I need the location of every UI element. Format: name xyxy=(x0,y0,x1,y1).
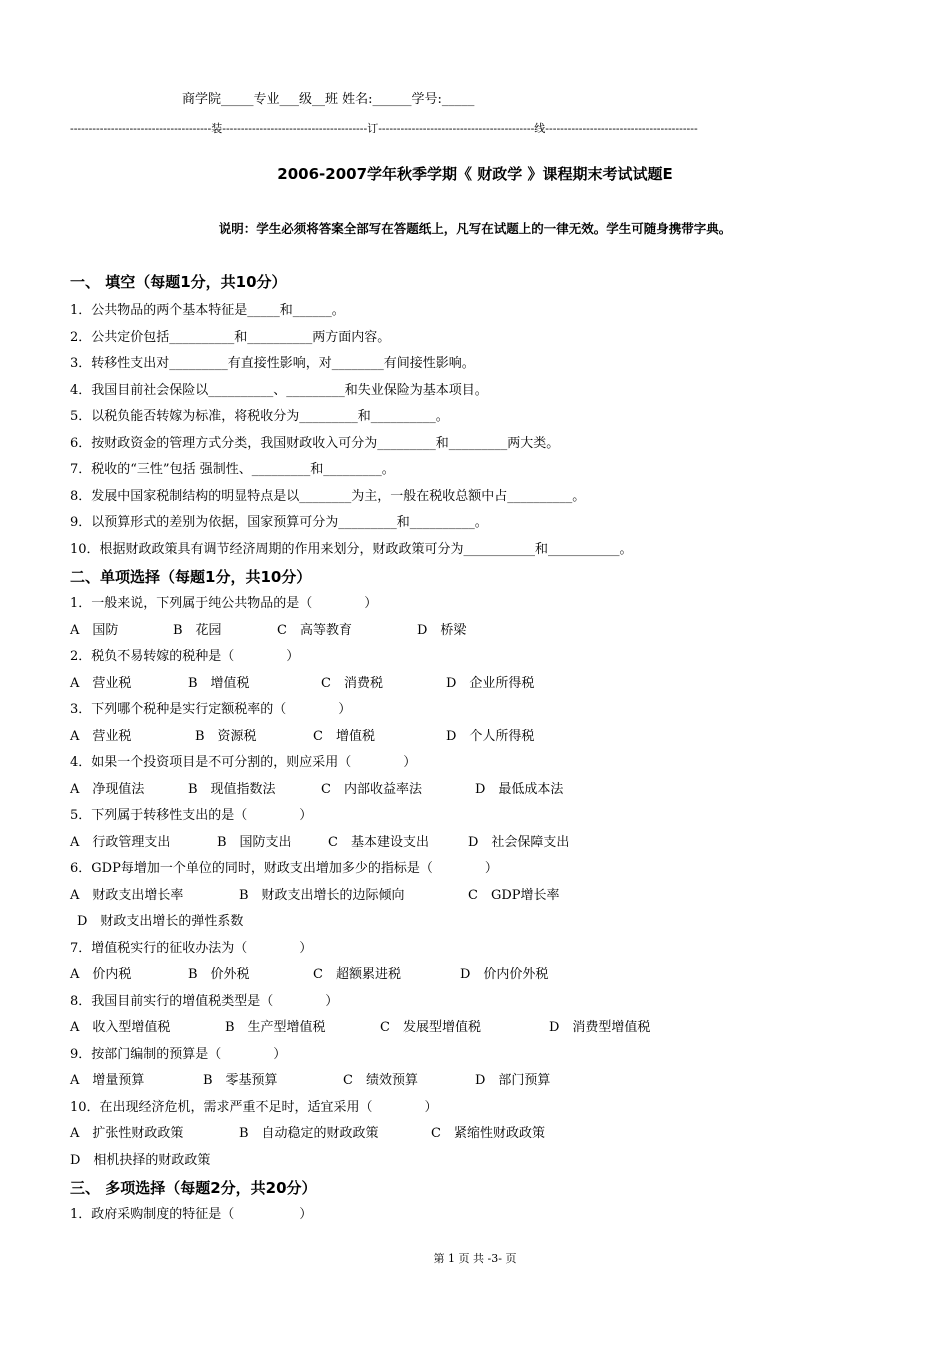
choice-option-a: A 国防 xyxy=(70,623,119,638)
choice-question-stem: 8．我国目前实行的增值税类型是（ ） xyxy=(70,994,339,1009)
fill-question-5: 5．以税负能否转嫁为标准，将税收分为_________和__________。 xyxy=(70,409,449,424)
choice-question-stem: 4．如果一个投资项目是不可分割的，则应采用（ ） xyxy=(70,755,417,770)
choice-option-d: D 消费型增值税 xyxy=(549,1020,651,1035)
choice-option-c: C 高等教育 xyxy=(277,623,352,638)
choice-option-c: C 内部收益率法 xyxy=(321,782,422,797)
fill-question-9: 9．以预算形式的差别为依据，国家预算可分为_________和__________。 xyxy=(70,515,488,530)
student-info-line: 商学院_____专业___级__班 姓名:______学号:_____ xyxy=(182,92,475,107)
choice-option-a: A 行政管理支出 xyxy=(70,835,171,850)
fill-question-2: 2．公共定价包括__________和__________两方面内容。 xyxy=(70,330,391,345)
choice-option-a: A 收入型增值税 xyxy=(70,1020,171,1035)
choice-question-stem: 10．在出现经济危机，需求严重不足时，适宜采用（ ） xyxy=(70,1100,438,1115)
choice-option-d: D 社会保障支出 xyxy=(468,835,570,850)
choice-option-d: D 部门预算 xyxy=(475,1073,551,1088)
choice-option-b: B 资源税 xyxy=(195,729,257,744)
binding-line: --------------------------------------装---------------------------------------订------------------------------------------线----------------------------------------- xyxy=(70,122,698,135)
choice-question-stem: 5．下列属于转移性支出的是（ ） xyxy=(70,808,313,823)
choice-option-d: D 桥梁 xyxy=(417,623,467,638)
choice-option-a: A 价内税 xyxy=(70,967,132,982)
choice-option-d: D 企业所得税 xyxy=(446,676,535,691)
fill-question-4: 4．我国目前社会保险以__________、_________和失业保险为基本项目。 xyxy=(70,383,488,398)
fill-question-3: 3．转移性支出对_________有直接性影响，对________有间接性影响。 xyxy=(70,356,475,371)
choice-question-stem: 2．税负不易转嫁的税种是（ ） xyxy=(70,649,300,664)
choice-question-stem: 3．下列哪个税种是实行定额税率的（ ） xyxy=(70,702,352,717)
choice-option-b: B 零基预算 xyxy=(203,1073,278,1088)
fill-question-6: 6．按财政资金的管理方式分类，我国财政收入可分为_________和_________两大类。 xyxy=(70,436,560,451)
choice-option-a: A 净现值法 xyxy=(70,782,145,797)
choice-option-c: C 发展型增值税 xyxy=(380,1020,481,1035)
choice-option-c: C 绩效预算 xyxy=(343,1073,418,1088)
choice-option-b: B 生产型增值税 xyxy=(225,1020,326,1035)
choice-option-b: B 自动稳定的财政政策 xyxy=(239,1126,379,1141)
choice-option-b: B 国防支出 xyxy=(217,835,292,850)
choice-option-b: B 财政支出增长的边际倾向 xyxy=(239,888,405,903)
fill-question-10: 10．根据财政政策具有调节经济周期的作用来划分，财政政策可分为___________和___________。 xyxy=(70,542,633,557)
fill-question-7: 7．税收的“三性”包括 强制性、_________和_________。 xyxy=(70,462,395,477)
choice-option-c: C GDP增长率 xyxy=(468,888,560,903)
section1-heading: 一、 填空（每题1分，共10分） xyxy=(70,273,287,291)
section2-heading: 二、单项选择（每题1分，共10分） xyxy=(70,568,312,586)
choice-option-d: D 价内价外税 xyxy=(460,967,549,982)
choice-option-c: C 紧缩性财政政策 xyxy=(431,1126,545,1141)
choice-option-c: C 增值税 xyxy=(313,729,375,744)
choice-question-stem: 6．GDP每增加一个单位的同时，财政支出增加多少的指标是（ ） xyxy=(70,861,498,876)
fill-question-8: 8．发展中国家税制结构的明显特点是以________为主，一般在税收总额中占__________。 xyxy=(70,489,586,504)
choice-option-b: B 花园 xyxy=(173,623,222,638)
choice-option-c: C 超额累进税 xyxy=(313,967,401,982)
choice-option-b: B 增值税 xyxy=(188,676,250,691)
choice-option-a: A 营业税 xyxy=(70,676,132,691)
section3-heading: 三、 多项选择（每题2分，共20分） xyxy=(70,1179,317,1197)
exam-title: 2006-2007学年秋季学期《 财政学 》课程期末考试试题E xyxy=(277,165,673,183)
choice-question-stem: 7．增值税实行的征收办法为（ ） xyxy=(70,941,313,956)
choice-question-stem: 9．按部门编制的预算是（ ） xyxy=(70,1047,287,1062)
exam-instructions: 说明：学生必须将答案全部写在答题纸上，凡写在试题上的一律无效。学生可随身携带字典。 xyxy=(218,221,732,236)
choice-question-stem: 1．一般来说，下列属于纯公共物品的是（ ） xyxy=(70,596,378,611)
choice-option-d: D 相机抉择的财政政策 xyxy=(70,1153,211,1168)
choice-option-a: A 财政支出增长率 xyxy=(70,888,184,903)
choice-option-c: C 消费税 xyxy=(321,676,383,691)
fill-question-1: 1．公共物品的两个基本特征是_____和______。 xyxy=(70,303,345,318)
choice-option-d: D 个人所得税 xyxy=(446,729,535,744)
choice-option-b: B 价外税 xyxy=(188,967,250,982)
choice-option-a: A 扩张性财政政策 xyxy=(70,1126,184,1141)
choice-option-c: C 基本建设支出 xyxy=(328,835,429,850)
choice-option-d: D 最低成本法 xyxy=(475,782,564,797)
page-number: 第 1 页 共 -3- 页 xyxy=(433,1252,517,1265)
choice-option-d: D 财政支出增长的弹性系数 xyxy=(77,914,244,929)
multi-question-1: 1．政府采购制度的特征是（ ） xyxy=(70,1207,313,1222)
choice-option-a: A 增量预算 xyxy=(70,1073,145,1088)
choice-option-b: B 现值指数法 xyxy=(188,782,276,797)
choice-option-a: A 营业税 xyxy=(70,729,132,744)
